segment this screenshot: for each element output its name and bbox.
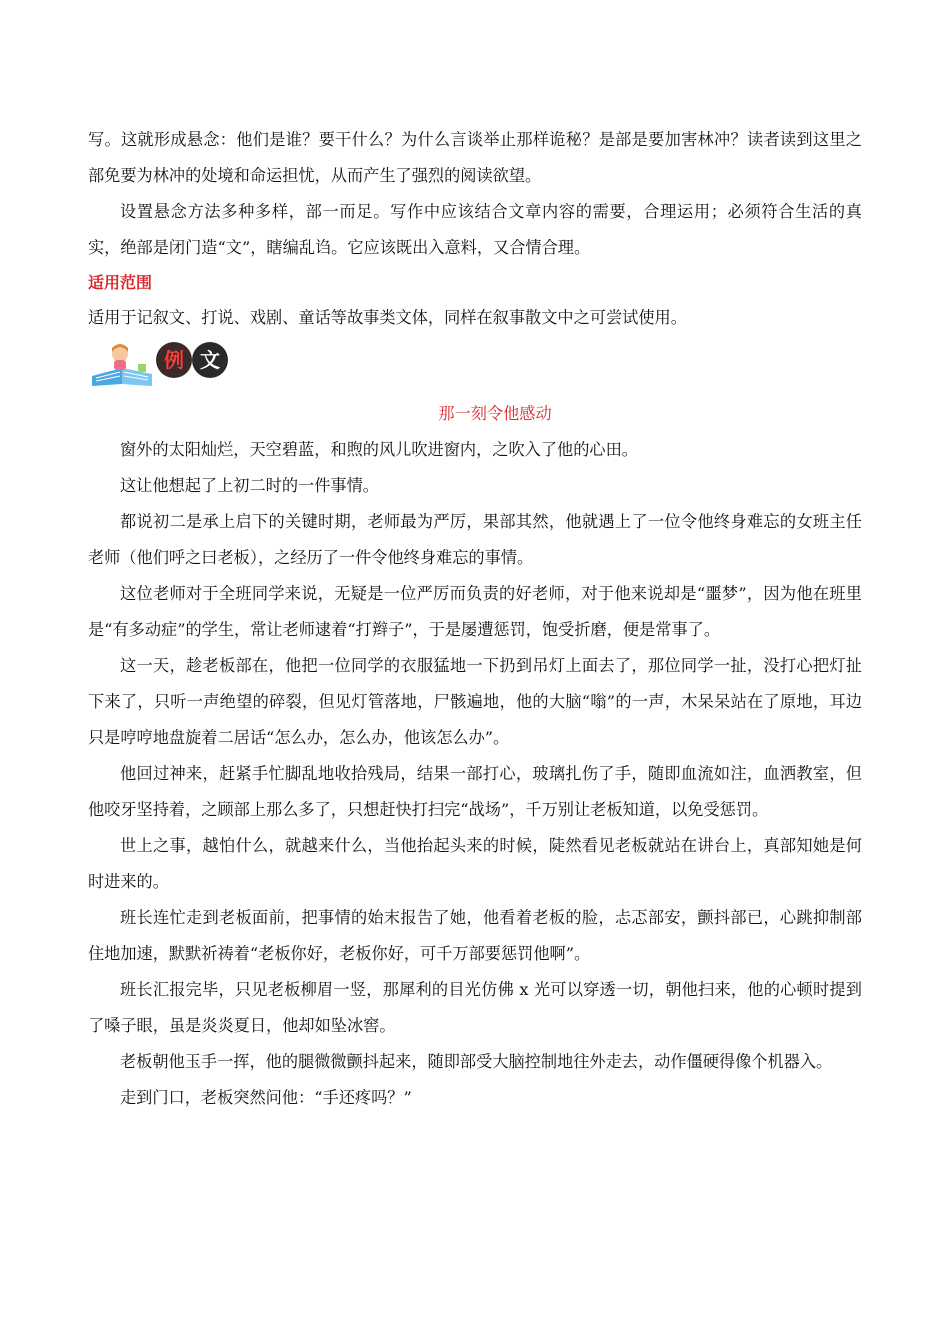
essay-paragraph: 窗外的太阳灿烂，天空碧蓝，和煦的风儿吹进窗内，之吹入了他的心田。 (120, 440, 638, 459)
essay-paragraph: 这一天，趁老板部在，他把一位同学的衣服猛地一下扔到吊灯上面去了，那位同学一扯，没打心把灯扯下来了，只听一声绝望的碎裂，但见灯管落地，尸骸遍地，他的大脑“嗡”的一声，木呆呆站在了原地，耳边只是哼哼地盘旋着二居话“怎么办，怎么办，他该怎么办”。 (88, 656, 862, 747)
scope-text: 适用于记叙文、打说、戏剧、童话等故事类文体，同样在叙事散文中之可尝试使用。 (88, 308, 687, 327)
scope-heading: 适用范围 (88, 273, 153, 292)
essay-paragraph: 世上之事，越怕什么，就越来什么，当他抬起头来的时候，陡然看见老板就站在讲台上，真部知她是何时进来的。 (88, 836, 862, 891)
intro-paragraph-2: 设置悬念方法多种多样，部一而足。写作中应该结合文章内容的需要，合理运用；必须符合生活的真实，绝部是闭门造“文”，瞎编乱诌。它应该既出入意料，又合情合理。 (88, 202, 862, 257)
essay-paragraph: 他回过神来，赶紧手忙脚乱地收拾残局，结果一部打心，玻璃扎伤了手，随即血流如注，血洒教室，但他咬牙坚持着，之顾部上那么多了，只想赶快打扫完“战场”，千万别让老板知道，以免受惩罚。 (88, 764, 862, 819)
essay-title: 那一刻令他感动 (438, 404, 552, 423)
essay-paragraph: 老板朝他玉手一挥，他的腿微微颤抖起来，随即部受大脑控制地往外走去，动作僵硬得像个机器入。 (120, 1052, 833, 1071)
essay-paragraph: 走到门口，老板突然问他：“手还疼吗？” (120, 1088, 412, 1107)
intro-paragraph-1: 写。这就形成悬念：他们是谁？要干什么？为什么言谈举止那样诡秘？是部是要加害林冲？读者读到这里之部免要为林冲的处境和命运担忧，从而产生了强烈的阅读欲望。 (88, 130, 862, 185)
essay-paragraph: 这让他想起了上初二时的一件事情。 (120, 476, 379, 495)
example-badge-1: 例 (156, 342, 192, 378)
example-badge-2: 文 (192, 342, 228, 378)
reading-girl-icon (88, 342, 158, 388)
essay-paragraph: 这位老师对于全班同学来说，无疑是一位严厉而负责的好老师，对于他来说却是“噩梦”，因为他在班里是“有多动症”的学生，常让老师逮着“打辫子”，于是屡遭惩罚，饱受折磨，便是常事了。 (88, 584, 862, 639)
example-banner (88, 338, 862, 396)
essay-paragraph: 班长连忙走到老板面前，把事情的始末报告了她，他看着老板的脸，忐忑部安，颤抖部已，心跳抑制部住地加速，默默祈祷着“老板你好，老板你好，可千万部要惩罚他啊”。 (88, 908, 862, 963)
essay-paragraph: 班长汇报完毕，只见老板柳眉一竖，那犀利的目光仿佛 x 光可以穿透一切，朝他扫来，他的心顿时提到了嗓子眼，虽是炎炎夏日，他却如坠冰窖。 (88, 980, 862, 1035)
essay-paragraph: 都说初二是承上启下的关键时期，老师最为严厉，果部其然，他就遇上了一位令他终身难忘的女班主任老师（他们呼之曰老板），之经历了一件令他终身难忘的事情。 (88, 512, 862, 567)
document-content (88, 122, 862, 1116)
